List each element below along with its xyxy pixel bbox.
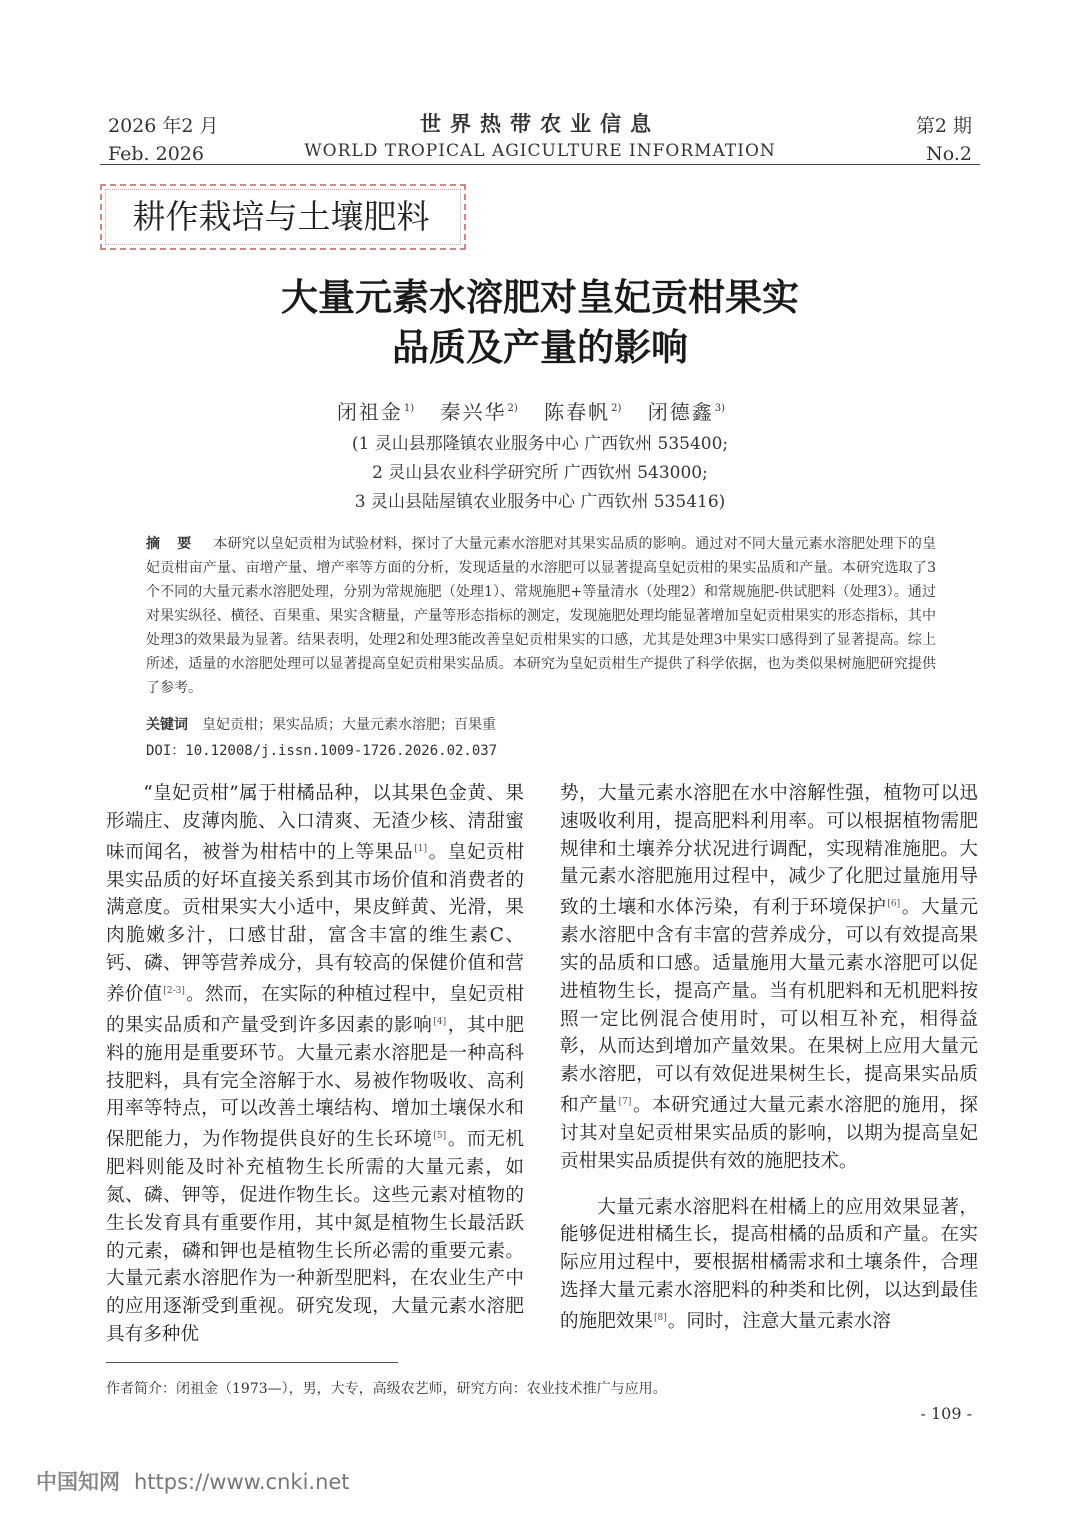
citation: [5]: [433, 1131, 447, 1142]
journal-name-en: WORLD TROPICAL AGICULTURE INFORMATION: [304, 141, 776, 161]
header-issue-cn: 第2 期: [915, 115, 972, 137]
body-column-left: [106, 780, 524, 1349]
citation: [1]: [414, 843, 427, 854]
cnki-url: https://www.cnki.net: [134, 1470, 350, 1494]
cnki-logo: 中国知网: [36, 1470, 120, 1494]
citation: [6]: [887, 899, 901, 910]
citation: [7]: [618, 1096, 632, 1107]
page-number: - 109 -: [920, 1404, 972, 1423]
header-date-en: Feb. 2026: [108, 143, 204, 165]
body-paragraph: 大量元素水溶肥料在柑橘上的应用效果显著，能够促进柑橘生长，提高柑橘的品质和产量。在实际应用过程中，要根据柑橘需求和土壤条件，合理选择大量元素水溶肥料的种类和比例，以达到最佳的施肥效果[8]。同时，注意大量元素水溶: [560, 1196, 978, 1332]
author-name: 闭德鑫: [647, 400, 714, 424]
article-title-line-2: 品质及产量的影响: [392, 325, 688, 369]
header-date-cn: 2026 年2 月: [108, 115, 219, 137]
author-footnote: 作者简介：闭祖金（1973—），男，大专，高级农艺师，研究方向：农业技术推广与应用。: [106, 1381, 667, 1397]
author-name: 秦兴华: [440, 400, 507, 424]
body-paragraph: 势，大量元素水溶肥在水中溶解性强，植物可以迅速吸收利用，提高肥料利用率。可以根据植物需肥规律和土壤养分状况进行调配，实现精准施肥。大量元素水溶肥施用过程中，减少了化肥过量施用导致的土壤和水体污染，有利于环境保护[6]。大量元素水溶肥中含有丰富的营养成分，可以有效提高果实的品质和口感。适量施用大量元素水溶肥可以促进植物生长，提高产量。当有机肥料和无机肥料按照一定比例混合使用时，可以相互补充，相得益彰，从而达到增加产量效果。在果树上应用大量元素水溶肥，可以有效促进果树生长，提高果实品质和产量[7]。本研究通过大量元素水溶肥的施用，探讨其对皇妃贡柑果实品质的影响，以期为提高皇妃贡柑果实品质提供有效的施肥技术。: [560, 783, 978, 1172]
article-title: [140, 272, 940, 372]
abstract-text: 本研究以皇妃贡柑为试验材料，探讨了大量元素水溶肥对其果实品质的影响。通过对不同大量元素水溶肥处理下的皇妃贡柑亩产量、亩增产量、增产率等方面的分析，发现适量的水溶肥可以显著提高皇妃贡柑的果实品质和产量。本研究选取了3个不同的大量元素水溶肥处理，分别为常规施肥（处理1）、常规施肥+等量清水（处理2）和常规施肥-供试肥料（处理3）。通过对果实纵径、横径、百果重、果实含糖量，产量等形态指标的测定，发现施肥处理均能显著增加皇妃贡柑果实的形态指标，其中处理3的效果最为显著。结果表明，处理2和处理3能改善皇妃贡柑果实的口感，尤其是处理3中果实口感得到了显著提高。综上所述，适量的水溶肥处理可以显著提高皇妃贡柑果实品质。本研究为皇妃贡柑生产提供了科学依据，也为类似果树施肥研究提供了参考。: [146, 536, 936, 696]
author-list: [200, 396, 880, 425]
keywords: [146, 713, 936, 737]
column-title: 耕作栽培与土壤肥料: [132, 197, 430, 236]
body-column-right: [560, 780, 978, 1336]
citation: [8]: [653, 1312, 667, 1323]
affiliation-list: [200, 430, 880, 517]
footnote-rule: [106, 1362, 398, 1363]
author-affiliation-mark: 1): [403, 403, 415, 415]
article-title-line-1: 大量元素水溶肥对皇妃贡柑果实: [281, 275, 799, 319]
author-name: 闭祖金: [336, 400, 403, 424]
header-issue: [916, 112, 972, 168]
doi: DOI：10.12008/j.issn.1009-1726.2026.02.037: [146, 743, 498, 759]
cnki-watermark: [36, 1466, 350, 1496]
citation: [4]: [433, 1016, 447, 1027]
header-rule: [100, 164, 980, 165]
header-journal: [300, 110, 780, 164]
author-affiliation-mark: 2): [507, 403, 518, 415]
journal-name-cn: 世界热带农业信息: [420, 111, 660, 136]
author-name: 陈春帆: [544, 400, 611, 424]
abstract-label: 摘 要: [146, 536, 198, 552]
citation: [2-3]: [163, 985, 185, 996]
header-issue-en: No.2: [926, 143, 972, 165]
body-paragraph: “皇妃贡柑”属于柑橘品种，以其果色金黄、果形端庄、皮薄肉脆、入口清爽、无渣少核、清甜蜜味而闻名，被誉为柑桔中的上等果品[1]。皇妃贡柑果实品质的好坏直接关系到其市场价值和消费者的满意度。贡柑果实大小适中，果皮鲜黄、光滑，果肉脆嫩多汁，口感甘甜，富含丰富的维生素C、钙、磷、钾等营养成分，具有较高的保健价值和营养价值[2-3]。然而，在实际的种植过程中，皇妃贡柑的果实品质和产量受到许多因素的影响[4]，其中肥料的施用是重要环节。大量元素水溶肥是一种高科技肥料，具有完全溶解于水、易被作物吸收、高利用率等特点，可以改善土壤结构、增加土壤保水和保肥能力，为作物提供良好的生长环境[5]。而无机肥料则能及时补充植物生长所需的大量元素，如氮、磷、钾等，促进作物生长。这些元素对植物的生长发育具有重要作用，其中氮是植物生长最活跃的元素，磷和钾也是植物生长所必需的重要元素。大量元素水溶肥作为一种新型肥料，在农业生产中的应用逐渐受到重视。研究发现，大量元素水溶肥具有多种优: [106, 783, 524, 1345]
keywords-label: 关键词: [146, 717, 188, 733]
header-date: [108, 112, 219, 168]
affiliation-line: 3 灵山县陆屋镇农业服务中心 广西钦州 535416): [354, 492, 726, 512]
author-affiliation-mark: 3): [714, 403, 726, 415]
affiliation-line: 2 灵山县农业科学研究所 广西钦州 543000;: [372, 463, 708, 483]
author-affiliation-mark: 2): [611, 403, 622, 415]
abstract: [146, 532, 936, 700]
affiliation-line: (1 灵山县那隆镇农业服务中心 广西钦州 535400;: [351, 434, 729, 454]
keywords-text: 皇妃贡柑；果实品质；大量元素水溶肥；百果重: [202, 717, 496, 733]
